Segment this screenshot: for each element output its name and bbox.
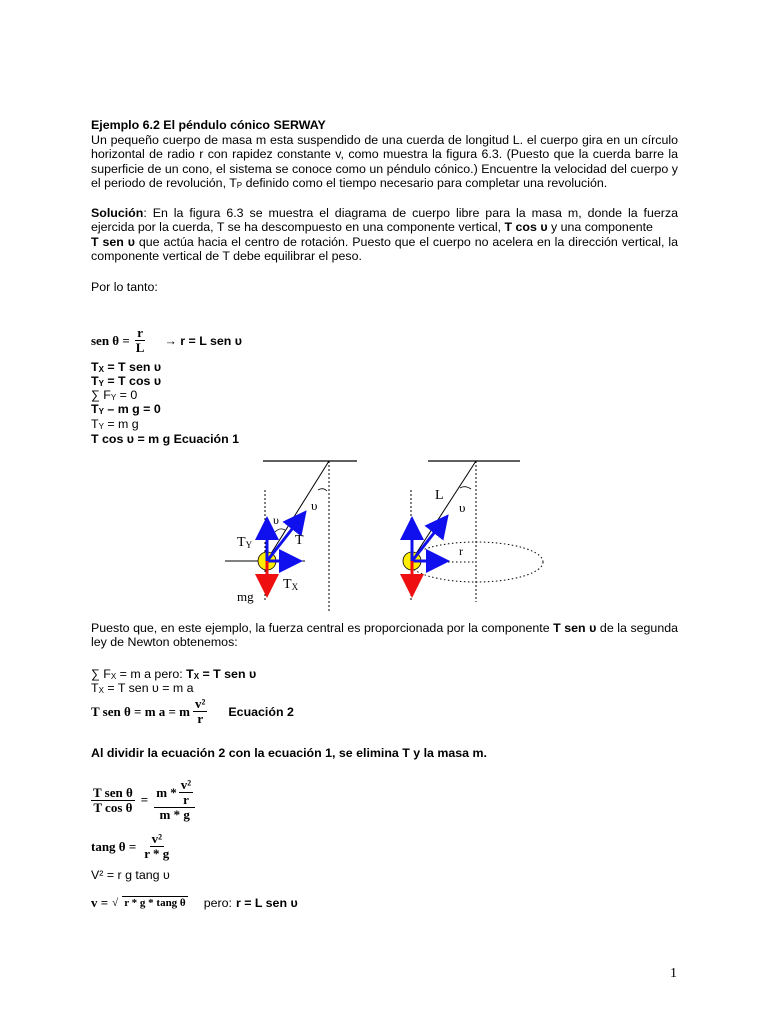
eq-tang-left: tang θ =: [91, 838, 137, 854]
theta-label: υ: [311, 498, 318, 513]
equation-sum-fx: ∑ $F_X = m$ a pero: $T_X = T$ sen υ: [91, 667, 257, 681]
angle-arc: [318, 489, 327, 491]
newton-bold: T sen υ: [553, 621, 597, 635]
newton-text: Puesto que, en este ejemplo, la fuerza central es proporcionada por la componente: [91, 621, 554, 635]
equation-sen-theta: [91, 326, 242, 355]
equation-tang: [91, 832, 171, 861]
theta-glyph: υ: [127, 234, 135, 249]
tx-label: TX: [283, 577, 299, 592]
pero-bold: r = L sen υ: [235, 896, 298, 910]
equation-ty-mg: $T_Y = m$ g: [91, 417, 139, 431]
solution-text-2: que actúa hacia el centro de rotación. Puesto que el cuerpo no acelera en la dirección vertical, la componente vertical de T debe equilibrar el peso.: [91, 234, 678, 264]
theta-glyph: υ: [540, 220, 548, 235]
dividing-statement: Al dividir la ecuación 2 con la ecuación 1, se elimina T y la masa m.: [91, 746, 487, 760]
equation-ty: $T_Y = T$ cos υ: [91, 374, 162, 388]
newton-paragraph: [91, 621, 678, 650]
equation-v2: V² = r g tang υ: [91, 868, 170, 882]
solution-bold-1: T cos: [504, 220, 541, 235]
sqrt-content: r * g * tang θ: [124, 897, 186, 909]
fraction-denominator: m * g: [159, 807, 190, 822]
free-body-diagram: [225, 452, 365, 612]
equals-sign: =: [140, 792, 149, 807]
sqrt-symbol: √: [112, 897, 119, 909]
fraction-numerator: r: [137, 325, 143, 340]
page-number: 1: [670, 966, 677, 981]
pero-label: pero:: [203, 896, 232, 910]
angle-arc-2: [275, 529, 285, 532]
fraction-r-over-l: [134, 326, 147, 355]
compound-numerator: m * $\frac{\text{v²}}{r}$: [154, 778, 195, 808]
problem-statement: [91, 133, 678, 194]
fraction-denominator: L: [135, 340, 145, 355]
solution-paragraph: [91, 206, 678, 264]
equation-2: [91, 697, 294, 726]
fraction-sen-over-cos: [91, 786, 135, 815]
equation-2-label: Ecuación 2: [228, 704, 294, 719]
equation-ratio: [91, 778, 195, 822]
fraction-numerator: v²: [195, 696, 206, 711]
ty-label: TY: [237, 535, 253, 550]
intro-text: Un pequeño cuerpo de masa m esta suspendido de una cuerda de longitud L. el cuerpo gira en un círculo horizontal de radio r con rapidez constante v, como muestra la figura 6.3. (Puesto que la cuerda barre la superficie de un cono, el sistema se conoce como un péndulo cónico.) Encuentre la velocidad del cuerpo y el periodo de revolución, T: [91, 133, 678, 191]
t-label: T: [295, 533, 304, 548]
fraction-numerator: v²: [151, 831, 162, 846]
equation-ty-mg-zero: $T_Y$ – m g = 0: [91, 402, 161, 416]
equation-v: [91, 895, 298, 911]
por-lo-tanto: Por lo tanto:: [91, 280, 158, 294]
angle-arc: [460, 487, 471, 489]
fraction-v2-over-rg: [142, 832, 171, 861]
fraction-denominator: r * g: [144, 846, 170, 861]
fraction-denominator: r: [197, 711, 204, 726]
solution-text-1: : En la figura 6.3 se muestra el diagrama de cuerpo libre para la masa m, donde la fuerza ejercida por la cuerda, T se ha descompuesto en una componente vertical,: [91, 206, 678, 235]
intro-tail: definido como el tiempo necesario para completar una revolución.: [242, 176, 608, 191]
solution-label: Solución: [91, 206, 144, 220]
equation-1: T cos υ = m g Ecuación 1: [91, 432, 240, 446]
fraction-v2-over-r: [193, 697, 207, 726]
fraction-mv2r-over-mg: [154, 778, 195, 822]
equation-tx-ma: $T_X = T$ sen υ = m a: [91, 681, 194, 695]
eq-sen-left: sen θ =: [91, 332, 130, 348]
solution-bold-2: T sen: [91, 234, 128, 249]
theta-label-2: υ: [273, 513, 279, 527]
mg-label: mg: [237, 589, 254, 604]
fraction-numerator: T sen θ: [93, 784, 133, 800]
theta-label: υ: [459, 500, 466, 515]
equation-sum-fy: ∑ $F_Y = 0$: [91, 388, 138, 402]
page-title: Ejemplo 6.2 El péndulo cónico SERWAY: [91, 118, 326, 132]
tension-arrow: [412, 519, 445, 561]
eq-v-left: v =: [91, 895, 109, 910]
solution-text-1-tail: y una componente: [547, 220, 653, 235]
newton-tail: de la segunda ley de Newton obtenemos:: [91, 621, 678, 650]
equation-tx: $T_X = T$ sen υ: [91, 360, 162, 374]
eq-sen-result: → r = L sen υ: [164, 333, 243, 348]
r-label: r: [459, 544, 463, 558]
fraction-denominator: T cos θ: [93, 799, 133, 815]
l-label: L: [435, 488, 444, 503]
eq-ma-left: T sen θ = m a = m: [91, 703, 191, 719]
intro-subscript: P: [236, 181, 243, 191]
conical-pendulum-diagram: [392, 452, 562, 612]
string-line: [412, 461, 476, 560]
